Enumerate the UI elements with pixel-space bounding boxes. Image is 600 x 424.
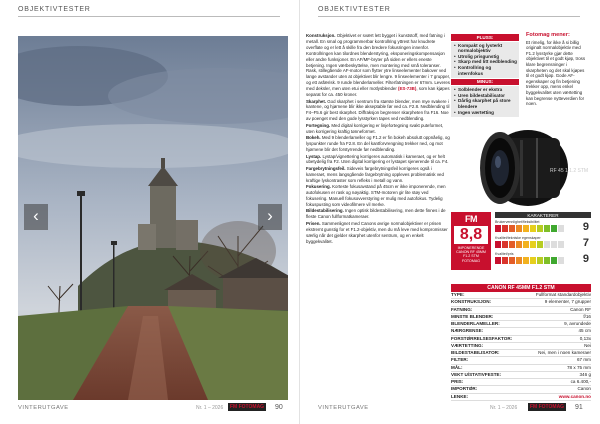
spec-value: 0,13x (579, 335, 591, 341)
rating-row-value: 9 (582, 221, 589, 233)
spec-value: Nei (584, 342, 591, 348)
spec-value: 67 mm (576, 357, 591, 363)
spec-row (451, 386, 591, 393)
spec-value: ca 6.400,- (570, 379, 591, 384)
castle-photo (18, 36, 288, 400)
spec-key: PRIS: (451, 379, 464, 384)
rating-cell (530, 257, 536, 264)
rating-cell (509, 257, 515, 264)
castle-photo-image (18, 36, 288, 400)
total-score: 8,8 (454, 226, 488, 244)
rating-cell (530, 241, 536, 248)
rating-cell (551, 225, 557, 232)
paragraph: Bokeh. Med 9 blenderlameller og F1.2 er fin bokeh absolutt oppnåelig, og lyspunkter runde fra F2.8. En del kantforvrengning trekker ned, og mot hjørnene blir det forstyrrende før nedblending. (306, 135, 450, 152)
spec-value: 78 x 75 mm (567, 364, 591, 370)
minus-list (451, 86, 519, 116)
karakterer-title: KARAKTERER (495, 212, 591, 218)
plus-item: • Utrolig prisgunstig (454, 54, 517, 60)
right-footer-text: VINTERUTGAVE (318, 405, 369, 411)
spec-key: IMPORTØR: (451, 386, 478, 392)
rating-cell (558, 225, 564, 232)
spec-row (451, 299, 591, 306)
spec-row (451, 357, 591, 364)
score-label: IMPONERENDE (457, 246, 485, 250)
rating-cell (495, 241, 501, 248)
paragraph: Fokusering. Korteste fokusavstand på 45cm er ikke imponerende, men autofokusen er rask og nøyaktig. STM-motoren gir lite støy ved fokusering. Manuell fokusovverstyring er mulig med autofokus. Tydelig fokuspusting som videofilmere vil merke. (306, 184, 446, 207)
left-footer-issue: Nr. 1 – 2026 (196, 405, 224, 411)
spec-row (451, 328, 591, 335)
score-badge (451, 212, 491, 270)
spec-key: FORSTØRRELSESFAKTOR: (451, 335, 513, 341)
editor-text: Et rimelig, for ikke å si billig originalt normalobjektiv med F1.2 lysstyrke gjør dette objektivet til et godt kjøp, tross klare begrensninger i skarpheten og det skal kjøpes til et godt kjøp. Gode AF-egenskaper og fin betjening trekker opp, mens enkel byggekvalitet uten værtetting kan begrense nytteverdien for noen. (526, 39, 586, 107)
spec-value: Canon (577, 386, 591, 392)
rating-row-value: 7 (582, 237, 589, 249)
next-image-button[interactable]: › (258, 204, 282, 230)
right-header (318, 6, 580, 13)
spec-value: 45 cm (578, 328, 591, 334)
spec-key: FATNING: (451, 306, 473, 312)
editor-verdict (526, 33, 586, 107)
spec-row (451, 343, 591, 350)
spec-table (451, 292, 591, 401)
spec-row (451, 379, 591, 386)
spec-key: TYPE: (451, 292, 465, 297)
paragraph: Konstruksjon. Objektivet er svært lett bygget i kunststoff, med fatning i metall. En smal og programmerbar kontrollring yttrest har knudrete overflate og er lett å skille fra den bredere fokusringen innenfor. Kontrollringen kan tilordnes blenderstyring, eksponeringskompensasjon eller andre funksjoner. En AF/MF-bryter på siden er ellers eneste betjening. Ingen værbeskyttelse, men montering med små toleranser. Rask, stillegående AF-motor som flytter ytre linseelementer bakover ved lange avstander uten at objektivet blir lengre. 9 linseelementer i 7 grupper, og ett asfærisk. 9 runde blenderlameller. Filterfatningen er 67mm. Leveres med deksler, men uten etui eller motlysblender (ES-73B), som kan kjøpes separat for ca. 450 kroner. (306, 33, 451, 98)
rating-cell (544, 225, 550, 232)
left-header (18, 6, 280, 13)
paragraph: Prisen. Sammenlignet med Canons øvrige normalobjektiver er prisen ekstremt gunstig for et F1.2-objektiv, men du må leve med kompromisser særlig når det gjelder skarphet utenfor sentrum, og en enkelt byggekvalitet. (306, 220, 448, 244)
rating-cell (516, 225, 522, 232)
rating-cell (523, 241, 529, 248)
score-product: CANON RF 45MM (456, 250, 486, 255)
paragraph: Lystap. Lystap/vignettering korrigeres automatisk i kameraet, og er helt ubetydelig fra F2. Uten digital korrigering er lystapet sjenerende til ca. F4. (306, 153, 449, 165)
header-rule (18, 16, 280, 17)
spec-key: KONSTRUKSJON: (451, 299, 492, 305)
rating-cell (509, 225, 515, 232)
spec-row (451, 307, 591, 314)
minus-item: • Solblender er ekstra (454, 87, 517, 93)
spec-row (451, 314, 591, 321)
spec-key: MINSTE BLENDER: (451, 313, 494, 319)
right-header-text: OBJEKTIVTESTER (318, 6, 391, 13)
right-page-number: 91 (575, 404, 583, 411)
plus-item: • Skarp med litt nedblending (454, 59, 517, 65)
rating-row-label: Kvalitet/tekniske egenskaper (495, 236, 541, 240)
karakterer-panel (495, 212, 591, 266)
rating-cell (502, 257, 508, 264)
fm-logo: FM (465, 214, 477, 224)
spec-row (451, 372, 591, 379)
rating-scale (495, 257, 564, 264)
website-link[interactable]: www.canon.no (558, 393, 591, 399)
paragraph: Skarphet. God skarphet i sentrum fra største blender, men mye svakere i kantene, og hjørnene blir ikke akseptable før ved ca. F2.8. Nedblending til F4–F5.6 gir best skarphet. Diffraksjon begrenser skarpheten fra F16. Noe av poenget med den gode lysstyrken tapes ved nedblending. (306, 98, 450, 122)
rating-scale (495, 225, 564, 232)
rating-cell (502, 241, 508, 248)
rating-cell (558, 241, 564, 248)
right-footer-issue: Nr. 1 – 2026 (490, 405, 518, 411)
spec-value: 346 g (579, 371, 591, 377)
rating-row (495, 220, 591, 234)
previous-image-button[interactable]: ‹ (24, 204, 48, 230)
plus-item: • Kompakt og lysterkt normalobjektiv (454, 43, 517, 54)
rating-cell (509, 241, 515, 248)
left-header-text: OBJEKTIVTESTER (18, 6, 91, 13)
spec-title: CANON RF 45MM F1.2 STM (451, 284, 591, 292)
paragraph: Fargebrytningsfeil. Sideveis fargebrytningsfeil korrigeres også i kameraet, mens langsgående fargebrytning oppleves problematisk ved kraftige lyskontraster som refleks i metall og vann. (306, 165, 444, 183)
rating-row-label: Kvalitet/pris (495, 252, 514, 256)
rating-cell (523, 225, 529, 232)
rating-cell (537, 257, 543, 264)
score-product: F1.2 STM (463, 254, 479, 259)
rating-cell (516, 257, 522, 264)
rating-row (495, 236, 591, 250)
rating-cell (558, 257, 564, 264)
rating-scale (495, 241, 564, 248)
score-brand: FOTOMAG (461, 258, 481, 263)
right-footer-logo: FM FOTOMAG (530, 404, 565, 410)
minus-label: MINUS: (451, 79, 519, 86)
rating-cell (530, 225, 536, 232)
rating-cell (502, 225, 508, 232)
spec-key: FILTER: (451, 357, 469, 363)
plus-item: • Kontrollring og internfokus (454, 65, 517, 76)
minus-item: • Ingen værtetting (454, 110, 517, 116)
spec-value: Canon RF (570, 306, 591, 312)
rating-cell (537, 241, 543, 248)
rating-cell (516, 241, 522, 248)
spec-key: NÆRGRENSE: (451, 328, 484, 334)
spec-key: VEKT U/STATIVFESTE: (451, 371, 502, 377)
spec-value: 9 elementer, 7 grupper (544, 299, 591, 305)
plus-list (451, 42, 519, 78)
spec-key: MÅL: (451, 364, 463, 370)
article-body (306, 33, 451, 245)
left-page-number: 90 (275, 404, 283, 411)
rating-cell (523, 257, 529, 264)
rating-cell (551, 241, 557, 248)
minus-item: • Dårlig skarphet på store blendere (454, 98, 517, 109)
rating-row (495, 252, 591, 266)
rating-cell (551, 257, 557, 264)
spec-value: Nei, men i noen kameraer (538, 350, 591, 355)
spec-key: BLENDERLAMELLER: (451, 321, 500, 326)
rating-cell (544, 257, 550, 264)
spec-value: f/16 (583, 313, 591, 319)
editor-title: Fotomag mener: (526, 32, 570, 38)
plus-minus-box (451, 33, 519, 117)
paragraph: Fortegning. Med digital korrigering er linjefortegning svakt puteformet, uten korrigering kraftig tønneformet. (306, 122, 444, 134)
rating-row-value: 9 (582, 253, 589, 265)
lens-marking: RF 45 1:1.2 STM (550, 168, 589, 174)
spec-row (451, 394, 591, 401)
spec-row (451, 336, 591, 343)
plus-label: PLUSS: (451, 34, 519, 41)
rating-box (451, 206, 591, 282)
spec-row (451, 321, 591, 328)
spec-key: BILDESTABILISATOR: (451, 350, 500, 355)
rating-cell (495, 257, 501, 264)
spec-key: LENKE: (451, 393, 469, 399)
rating-row-label: Brukervennlighet/fleksibilitet (495, 220, 540, 224)
header-rule (318, 16, 580, 17)
paragraph: Bildestabilisering. Ingen optisk bildestabilisering, men dette finnes i de fleste Canon fullformatkameraer. (306, 208, 446, 220)
minus-item: • Uren bildestabilisator (454, 93, 517, 99)
rating-cell (544, 241, 550, 248)
spec-row (451, 292, 591, 299)
spec-row (451, 365, 591, 372)
lens-photo (460, 118, 590, 210)
spec-value: 9, avrundede (564, 321, 591, 326)
right-page (300, 0, 600, 424)
left-footer-logo: FM FOTOMAG (230, 404, 265, 410)
rating-cell (495, 225, 501, 232)
spec-key: VÆRTETTING: (451, 342, 484, 348)
spec-row (451, 350, 591, 357)
lens-image (460, 118, 590, 210)
rating-cell (537, 225, 543, 232)
spec-value: Fullformat standardobjektiv (535, 292, 591, 297)
left-footer-text: VINTERUTGAVE (18, 405, 69, 411)
